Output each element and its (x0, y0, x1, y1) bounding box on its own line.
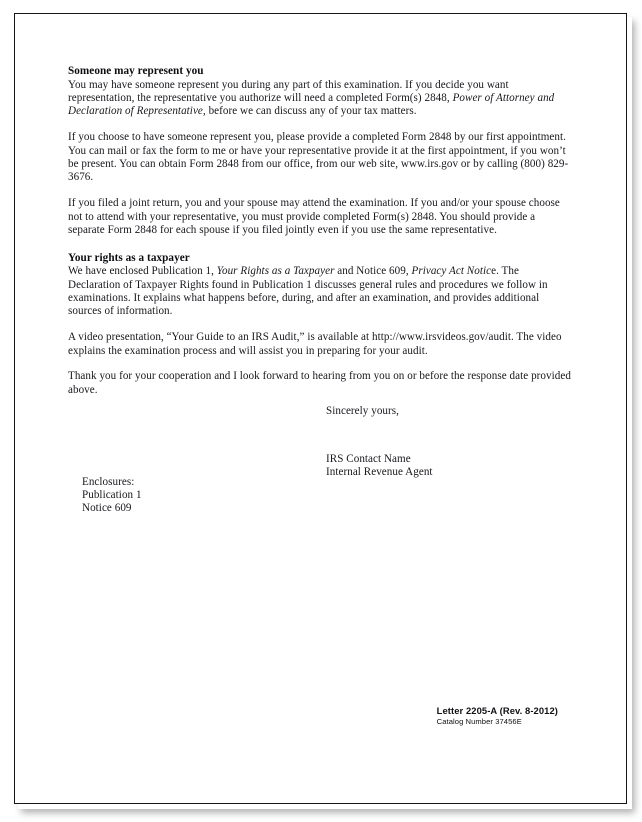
text-run: You may have someone represent you during any part of this examination. If you decide you want representation, the representative you authorize will need a completed Form(s) 2848, (68, 78, 509, 104)
section-heading: Someone may represent you (68, 65, 204, 77)
text-run-italic: Privacy Act Notic (411, 265, 492, 278)
form-number: Letter 2205-A (Rev. 8-2012) (436, 705, 558, 716)
signer-name: IRS Contact Name (326, 453, 411, 466)
closing-block (326, 405, 626, 479)
enclosure-item-notice-609: Notice 609 (82, 501, 132, 514)
section-heading: Your rights as a taxpayer (68, 251, 190, 264)
catalog-number: Catalog Number 37456E (436, 716, 522, 726)
text-run: e. The Declaration of Taxpayer Rights found in Publication 1 discusses general rules and procedures we follow in examinations. It explains what happens before, during, and after an examination, and provides additional sources of information. (68, 265, 548, 318)
paragraph-closing-thanks (68, 370, 573, 397)
paragraph-rights-publications (68, 265, 573, 318)
text-run: and Notice 609, (334, 265, 412, 278)
text-run-italic: Your Rights as a Taxpayer (216, 265, 335, 278)
paragraph-represent-form-2848 (68, 131, 573, 184)
text-run: If you choose to have someone represent you, please provide a completed Form 2848 by our first appointment. You can mail or fax the form to me or have your representative provide it at the first appointment, if you won’t be present. You can obtain Form 2848 from our office, from our web site, www.irs.gov or by calling (800) 829-3676. (68, 131, 569, 184)
letter-page-sheet (14, 13, 627, 804)
text-run: We have enclosed Publication 1, (68, 265, 217, 278)
enclosure-item-publication-1: Publication 1 (82, 488, 142, 501)
signature-block (326, 453, 626, 478)
paragraph-represent-joint-return (68, 197, 573, 237)
text-run: A video presentation, “Your Guide to an IRS Audit,” is available at http://www.irsvideos.gov/audit. The video explains the examination process and will assist you in preparing for your audit. (68, 331, 562, 357)
text-run: before we can discuss any of your tax matters. (205, 105, 417, 118)
text-run: If you filed a joint return, you and your spouse may attend the examination. If you and/or your spouse choose not to attend with your representative, you must provide completed Form(s) 2848. You should provide a separate Form 2848 for each spouse if you filed jointly even if you use the same representative. (68, 197, 560, 236)
section-someone-may-represent-you (68, 65, 573, 237)
text-run-italic: Power of Attorney and Declaration of Representative, (68, 91, 555, 118)
enclosures-block (82, 476, 142, 515)
paragraph-represent-intro (68, 79, 573, 119)
signer-title: Internal Revenue Agent (326, 465, 433, 478)
text-run: Thank you for your cooperation and I look forward to hearing from you on or before the response date provided above. (68, 370, 571, 396)
enclosures-label: Enclosures: (82, 476, 135, 488)
letter-body (68, 65, 573, 514)
section-your-rights-as-a-taxpayer (68, 252, 573, 398)
paragraph-rights-video (68, 331, 573, 358)
closing-salutation: Sincerely yours, (326, 405, 399, 417)
form-identification-footer (437, 705, 558, 726)
